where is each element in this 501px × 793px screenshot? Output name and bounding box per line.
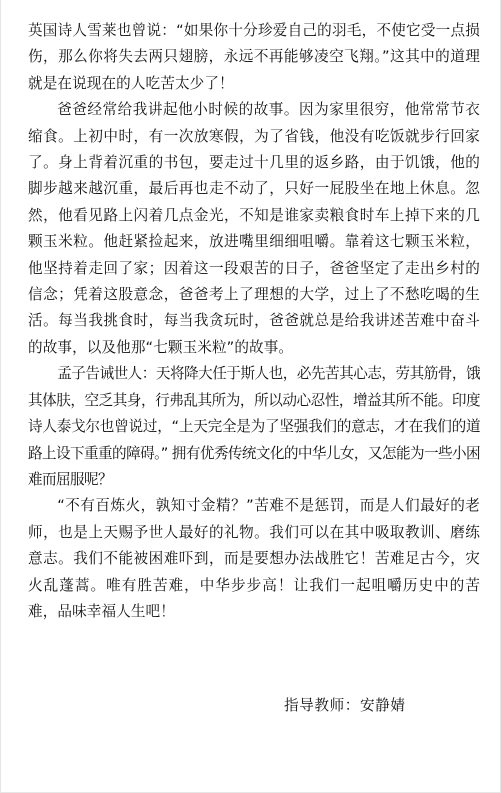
essay-body <box>28 18 480 625</box>
teacher-signature: 指导教师：安静婧 <box>284 697 406 714</box>
paragraph-mencius-tagore: 孟子告诫世人：天将降大任于斯人也，必先苦其心志，劳其筋骨，饿其体肤，空乏其身，行弗乱其所为，所以动心忍性，增益其所不能。印度诗人泰戈尔也曾说过，“上天完全是为了坚强我们的意志，才在我们的道路上设下重重的障碍。” 拥有优秀传统文化的中华儿女，又怎能为一些小困难而屈服呢？ <box>28 365 480 488</box>
paragraph-shelley-quote: 英国诗人雪莱也曾说：“如果你十分珍爱自己的羽毛，不使它受一点损伤，那么你将失去两只翅膀，永远不再能够凌空飞翔。”这其中的道理就是在说现在的人吃苦太少了！ <box>28 22 480 92</box>
paragraph-father-story: 爸爸经常给我讲起他小时候的故事。因为家里很穷，他常常节衣缩食。上初中时，有一次放寒假，为了省钱，他没有吃饭就步行回家了。身上背着沉重的书包，要走过十几里的返乡路，由于饥饿，他的脚步越来越沉重，最后再也走不动了，只好一屁股坐在地上休息。忽然，他看见路上闪着几点金光，不知是谁家卖粮食时车上掉下来的几颗玉米粒。他赶紧捡起来，放进嘴里细细咀嚼。靠着这七颗玉米粒，他坚持着走回了家；因着这一段艰苦的日子，爸爸坚定了走出乡村的信念；凭着这股意念，爸爸考上了理想的大学，过上了不愁吃喝的生活。每当我挑食时，每当我贪玩时，爸爸就总是给我讲述苦难中奋斗的故事，以及他那“七颗玉米粒”的故事。 <box>28 101 480 356</box>
paragraph-conclusion: “不有百炼火，孰知寸金精？”苦难不是惩罚，而是人们最好的老师，也是上天赐予世人最好的礼物。我们可以在其中吸取教训、磨练意志。我们不能被困难吓到，而是要想办法战胜它！苦难足古今，灾火乱蓬蒿。唯有胜苦难，中华步步高！让我们一起咀嚼历史中的苦难，品味幸福人生吧！ <box>28 497 480 620</box>
